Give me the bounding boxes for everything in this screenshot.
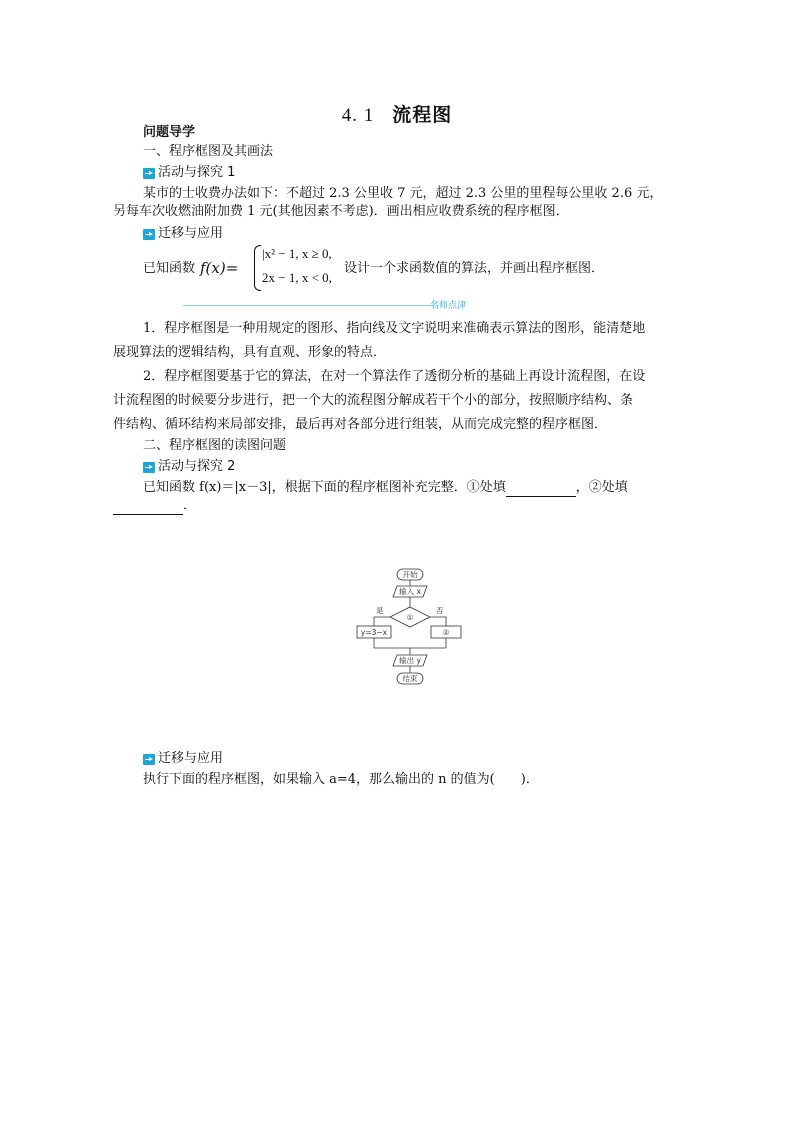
transfer1-label: 迁移与应用 <box>158 226 224 241</box>
note2-line2: 计流程图的时候要分步进行，把一个大的流程图分解成若干个小的部分，按照顺序结构、条 <box>113 393 634 408</box>
answer-blank-2[interactable] <box>113 500 183 515</box>
title-text: 流程图 <box>392 104 453 126</box>
function-name: f(x)= <box>200 259 239 277</box>
flow-output-label: 输出 y <box>399 656 421 665</box>
flow-end-label: 结束 <box>402 674 418 683</box>
piecewise-function <box>254 245 344 291</box>
section-label: 问题导学 <box>143 125 196 140</box>
transfer2-label: 迁移与应用 <box>158 751 224 766</box>
problem2-mid: ，②处填 <box>575 480 628 495</box>
part1-heading: 一、程序框图及其画法 <box>143 144 274 159</box>
page-title <box>0 100 794 127</box>
flow-yes-box-label: y=3−x <box>360 628 388 637</box>
problem2-line1 <box>143 479 628 497</box>
divider-line <box>183 305 433 306</box>
flow-start-label: 开始 <box>402 570 418 579</box>
activity1-label: 活动与探究 1 <box>158 165 236 180</box>
problem2-end: ． <box>183 498 197 513</box>
arrow-icon <box>143 229 155 240</box>
arrow-icon <box>143 754 155 765</box>
problem1-line1: 某市的士收费办法如下：不超过 2.3 公里收 7 元，超过 2.3 公里的里程每公里收 2.6 元， <box>143 186 663 201</box>
function-prefix: 已知函数 <box>143 261 196 276</box>
answer-blank-1[interactable] <box>506 482 576 497</box>
problem3: 执行下面的程序框图，如果输入 a=4，那么输出的 n 的值为( )． <box>143 772 539 787</box>
flowchart <box>350 565 470 690</box>
title-number: 4. 1 <box>341 105 375 126</box>
case-2: 2x − 1, x < 0, <box>262 270 332 285</box>
activity2-tag <box>143 458 235 476</box>
transfer1-tag <box>143 225 223 243</box>
flow-no-label: 否 <box>436 606 444 615</box>
divider-badge: 名师点津 <box>430 301 467 311</box>
activity2-label: 活动与探究 2 <box>158 459 236 474</box>
problem2-line2 <box>113 497 196 515</box>
part2-heading: 二、程序框图的读图问题 <box>143 438 287 453</box>
arrow-icon <box>143 168 155 179</box>
flow-yes-label: 是 <box>376 606 384 615</box>
problem1-line2: 另每车次收燃油附加费 1 元(其他因素不考虑)．画出相应收费系统的程序框图． <box>113 204 569 219</box>
function-suffix: 设计一个求函数值的算法，并画出程序框图． <box>344 261 605 276</box>
flow-no-box-label: ② <box>442 628 450 637</box>
problem2-start: 已知函数 f(x)＝|x－3|，根据下面的程序框图补充完整．①处填 <box>143 480 506 495</box>
note1-line1: 1．程序框图是一种用规定的图形、指向线及文字说明来准确表示算法的图形，能清楚地 <box>143 321 646 336</box>
note1-line2: 展现算法的逻辑结构，具有直观、形象的特点． <box>113 345 387 360</box>
note2-line3: 件结构、循环结构来局部安排，最后再对各部分进行组装，从而完成完整的程序框图． <box>113 417 608 432</box>
flow-decision-label: ① <box>406 613 414 622</box>
arrow-icon <box>143 462 155 473</box>
note2-line1: 2．程序框图要基于它的算法，在对一个算法作了透彻分析的基础上再设计流程图，在设 <box>143 369 646 384</box>
flow-input-label: 输入 x <box>399 587 421 596</box>
case-1: |x² − 1, x ≥ 0, <box>262 246 332 261</box>
activity1-tag <box>143 164 235 182</box>
brace <box>254 245 261 291</box>
transfer2-tag <box>143 750 223 768</box>
